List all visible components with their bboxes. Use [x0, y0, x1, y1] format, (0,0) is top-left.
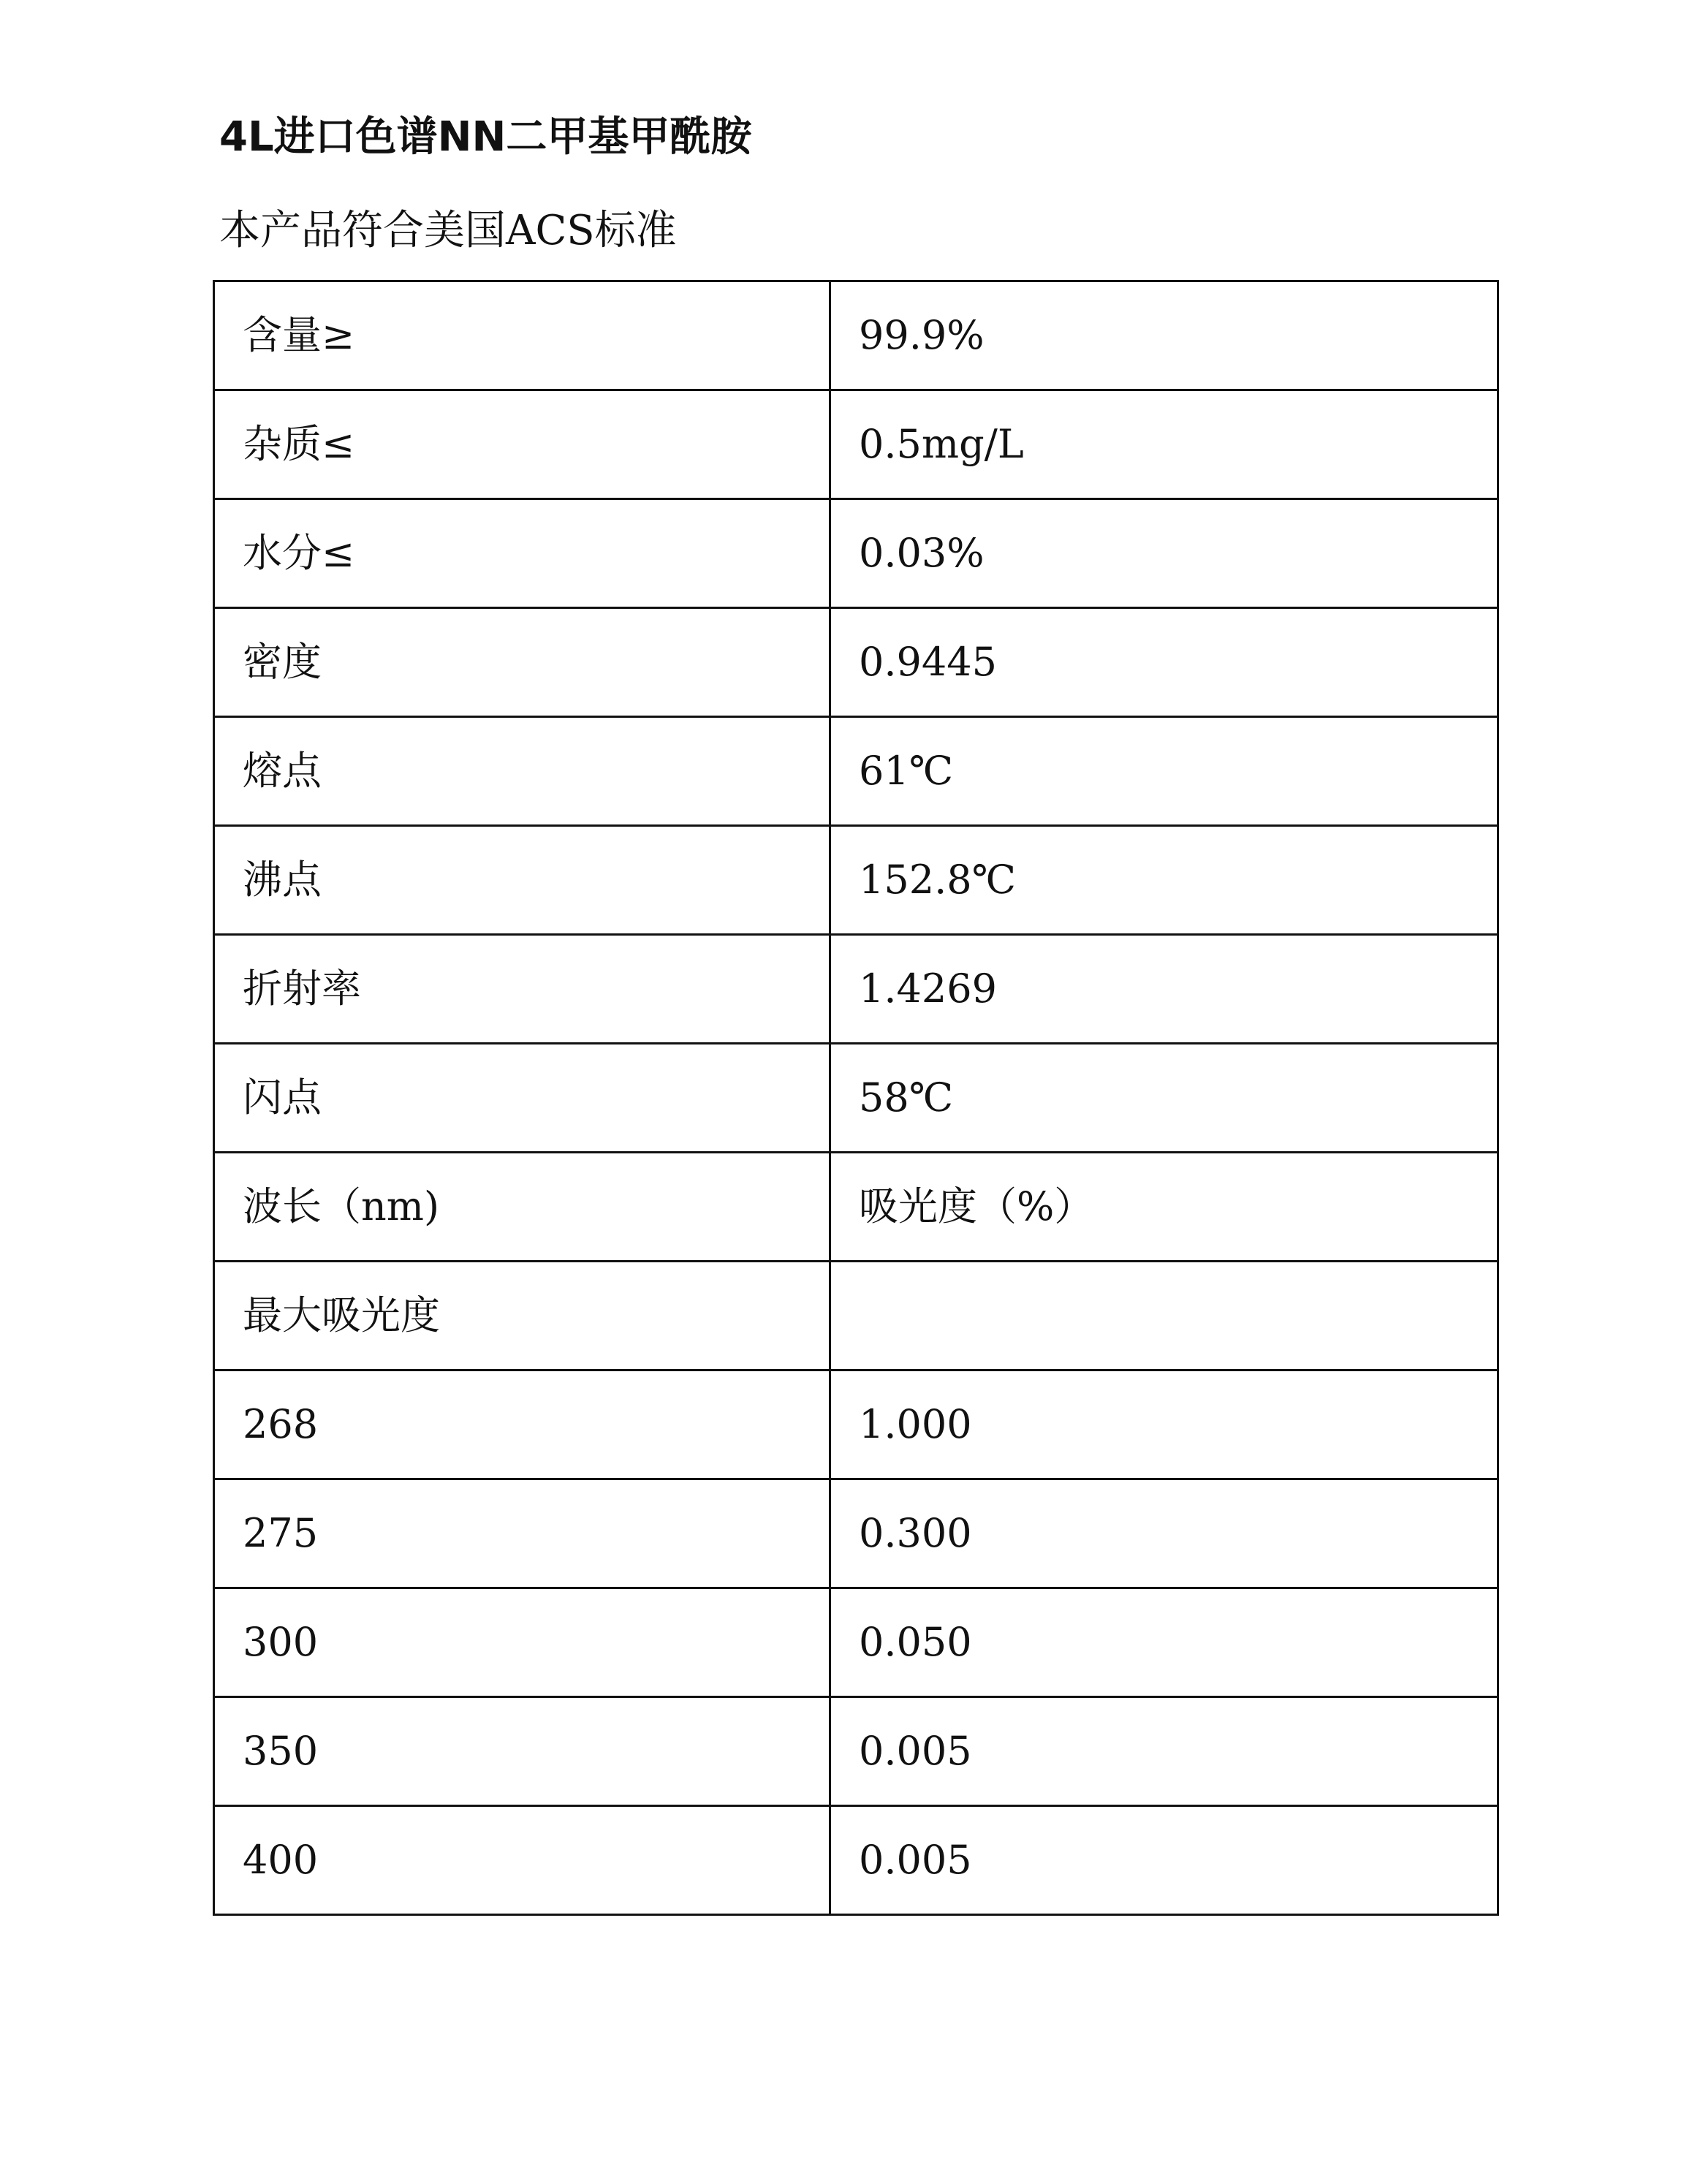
row-label: 沸点 [214, 826, 830, 935]
row-value: 61℃ [830, 717, 1498, 826]
row-label: 水分≤ [214, 499, 830, 608]
table-row [214, 608, 1498, 717]
row-value: 1.000 [830, 1370, 1498, 1479]
table-row [214, 1044, 1498, 1153]
row-label: 闪点 [214, 1044, 830, 1153]
table-row [214, 281, 1498, 390]
spec-table [213, 280, 1499, 1916]
row-label: 350 [214, 1697, 830, 1806]
row-value: 0.5mg/L [830, 390, 1498, 499]
row-value: 0.005 [830, 1697, 1498, 1806]
row-label: 密度 [214, 608, 830, 717]
row-label: 熔点 [214, 717, 830, 826]
row-label: 波长（nm) [214, 1153, 830, 1262]
row-value: 152.8℃ [830, 826, 1498, 935]
row-value: 0.03% [830, 499, 1498, 608]
table-row [214, 1153, 1498, 1262]
table-row [214, 1479, 1498, 1588]
table-row [214, 499, 1498, 608]
row-value: 1.4269 [830, 935, 1498, 1044]
table-row [214, 1806, 1498, 1915]
row-value: 吸光度（%） [830, 1153, 1498, 1262]
row-value: 58℃ [830, 1044, 1498, 1153]
row-label: 最大吸光度 [214, 1262, 830, 1370]
table-row [214, 1697, 1498, 1806]
row-label: 268 [214, 1370, 830, 1479]
table-row [214, 1370, 1498, 1479]
row-value: 0.050 [830, 1588, 1498, 1697]
row-value: 99.9% [830, 281, 1498, 390]
row-label: 折射率 [214, 935, 830, 1044]
row-value [830, 1262, 1498, 1370]
table-row [214, 390, 1498, 499]
row-label: 275 [214, 1479, 830, 1588]
table-row [214, 1588, 1498, 1697]
document-title: 4L进口色谱NN二甲基甲酰胺 [219, 113, 752, 161]
table-row [214, 717, 1498, 826]
row-label: 300 [214, 1588, 830, 1697]
table-row [214, 826, 1498, 935]
row-value: 0.9445 [830, 608, 1498, 717]
row-label: 含量≥ [214, 281, 830, 390]
row-label: 400 [214, 1806, 830, 1915]
row-label: 杂质≤ [214, 390, 830, 499]
row-value: 0.300 [830, 1479, 1498, 1588]
table-row [214, 935, 1498, 1044]
table-row [214, 1262, 1498, 1370]
row-value: 0.005 [830, 1806, 1498, 1915]
document-subtitle: 本产品符合美国ACS标准 [219, 207, 677, 254]
